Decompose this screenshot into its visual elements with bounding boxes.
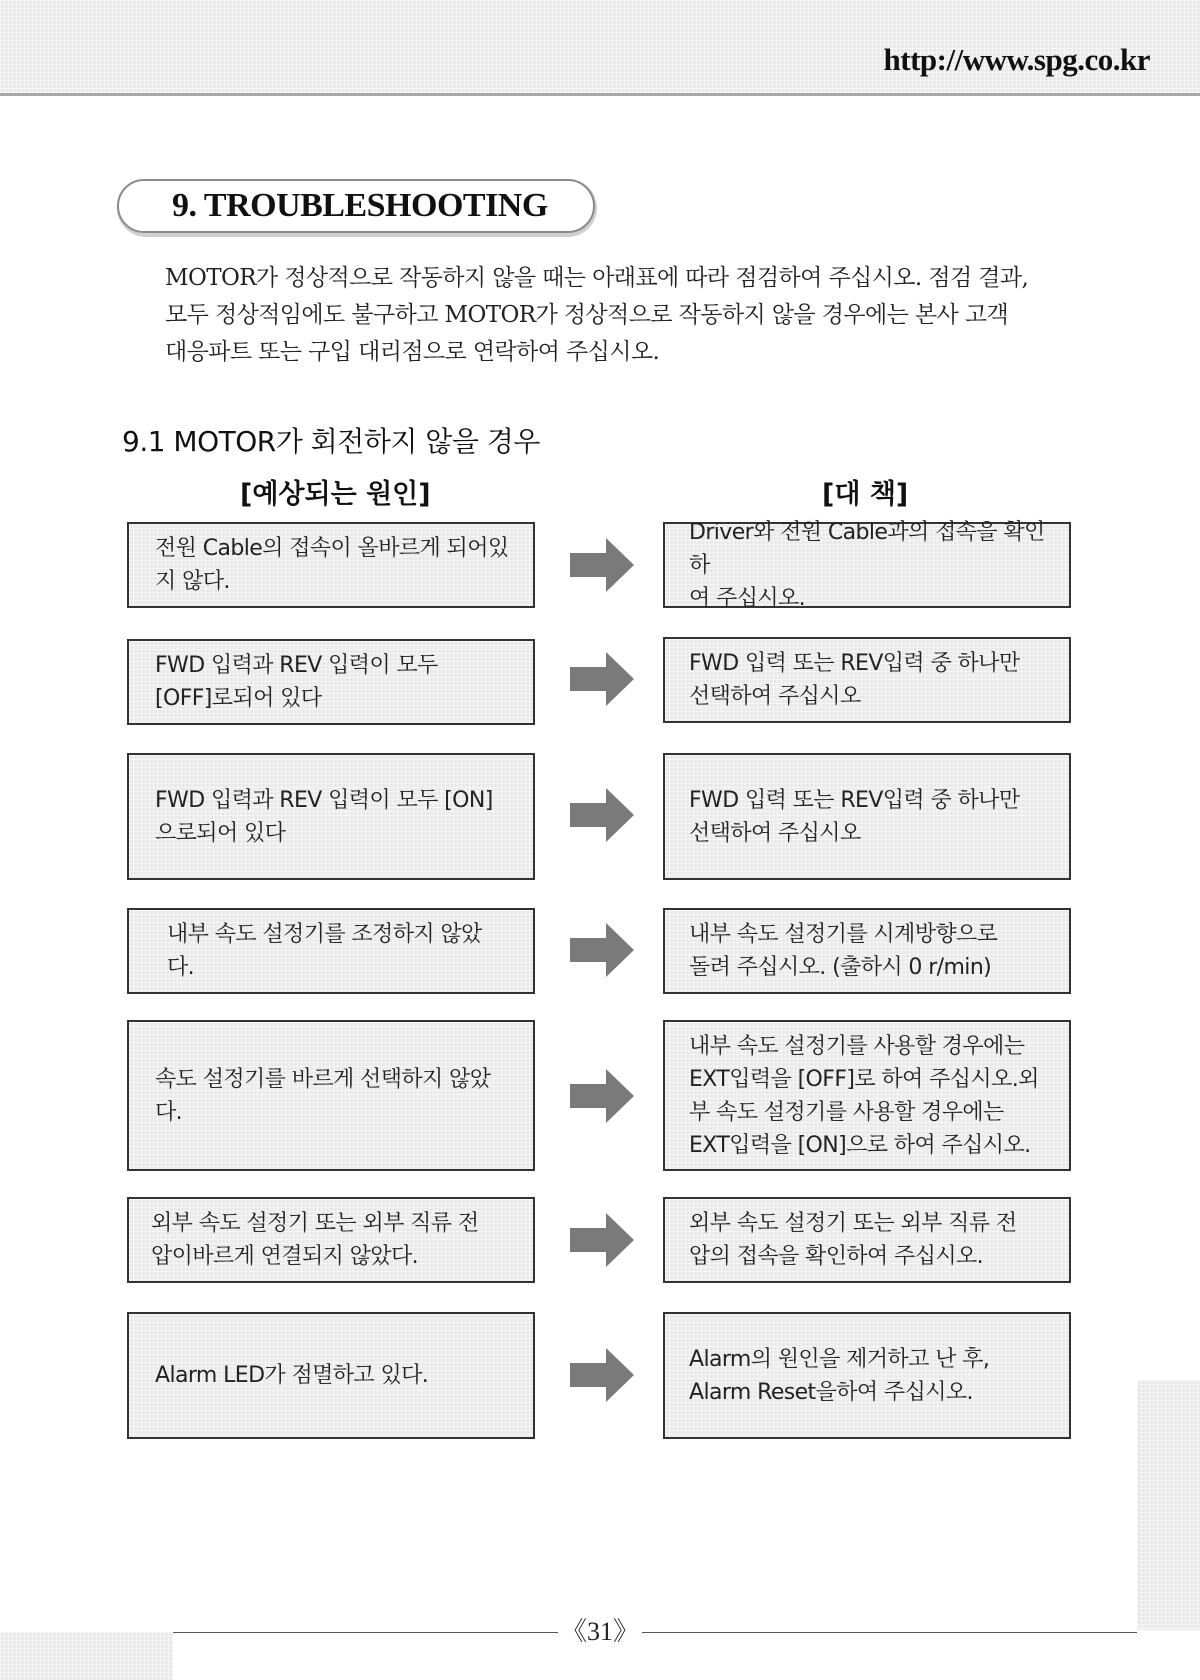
intro-line: 대응파트 또는 구입 대리점으로 연락하여 주십시오. <box>165 339 660 365</box>
footer-decoration-band <box>0 1632 173 1680</box>
cause-text: 내부 속도 설정기를 조정하지 않았 다. <box>167 922 482 980</box>
arrow-right-icon <box>570 652 634 706</box>
footer-rule-left <box>173 1632 558 1633</box>
arrow-right-icon <box>570 1213 634 1267</box>
remedy-box <box>663 908 1071 994</box>
remedy-text: FWD 입력 또는 REV입력 중 하나만 선택하여 주십시오 <box>689 787 1020 846</box>
remedy-text: FWD 입력 또는 REV입력 중 하나만 선택하여 주십시오 <box>689 651 1020 709</box>
cause-box <box>127 908 535 994</box>
cause-text: FWD 입력과 REV 입력이 모두 [ON] 으로되어 있다 <box>155 787 493 846</box>
cause-box <box>127 639 535 725</box>
remedy-box <box>663 519 1071 611</box>
footer-rule-right <box>642 1632 1137 1633</box>
remedy-text: 내부 속도 설정기를 시계방향으로 돌려 주십시오. (출하시 0 r/min) <box>689 922 998 980</box>
remedy-text: Alarm의 원인을 제거하고 난 후, Alarm Reset을하여 주십시오. <box>689 1346 990 1405</box>
cause-text: 전원 Cable의 접속이 올바르게 되어있 지 않다. <box>155 536 509 594</box>
header-band <box>0 0 1200 96</box>
cause-text: FWD 입력과 REV 입력이 모두 [OFF]로되어 있다 <box>155 653 438 711</box>
subsection-title: 9.1 MOTOR가 회전하지 않을 경우 <box>122 425 540 458</box>
remedy-box <box>663 1020 1071 1171</box>
section-title: 9. TROUBLESHOOTING <box>172 187 548 224</box>
side-decoration-band <box>1137 1380 1200 1630</box>
arrow-right-icon <box>570 1069 634 1123</box>
remedy-text: 내부 속도 설정기를 사용할 경우에는 EXT입력을 [OFF]로 하여 주십시오.외 부 속도 설정기를 사용할 경우에는 EXT입력을 [ON]으로 하여 주십시오. <box>689 1033 1039 1158</box>
remedy-box <box>663 753 1071 880</box>
remedy-box <box>663 637 1071 723</box>
cause-box <box>127 522 535 608</box>
cause-text: 외부 속도 설정기 또는 외부 직류 전 압이바르게 연결되지 않았다. <box>151 1211 479 1269</box>
cause-text: Alarm LED가 점멸하고 있다. <box>155 1363 429 1388</box>
remedy-box <box>663 1312 1071 1439</box>
intro-line: MOTOR가 정상적으로 작동하지 않을 때는 아래표에 따라 점검하여 주십시오. 점검 결과, <box>165 265 1029 291</box>
remedy-text: Driver와 전원 Cable과의 접속을 확인하 여 주십시오. <box>689 519 1045 611</box>
arrow-right-icon <box>570 538 634 592</box>
intro-line: 모두 정상적임에도 불구하고 MOTOR가 정상적으로 작동하지 않을 경우에는 본사 고객 <box>165 302 1009 328</box>
cause-box <box>127 1197 535 1283</box>
cause-column-header: [예상되는 원인] <box>240 479 431 510</box>
arrow-right-icon <box>570 1348 634 1402</box>
remedy-text: 외부 속도 설정기 또는 외부 직류 전 압의 접속을 확인하여 주십시오. <box>689 1211 1017 1269</box>
intro-paragraph <box>165 260 1095 371</box>
cause-box <box>127 1312 535 1439</box>
cause-box <box>127 753 535 880</box>
cause-box <box>127 1020 535 1171</box>
arrow-right-icon <box>570 788 634 842</box>
remedy-column-header: [대 책] <box>822 479 909 510</box>
remedy-box <box>663 1197 1071 1283</box>
page-number: 《31》 <box>560 1614 640 1650</box>
header-url: http://www.spg.co.kr <box>883 42 1150 77</box>
cause-text: 속도 설정기를 바르게 선택하지 않았 다. <box>155 1066 491 1125</box>
arrow-right-icon <box>570 923 634 977</box>
